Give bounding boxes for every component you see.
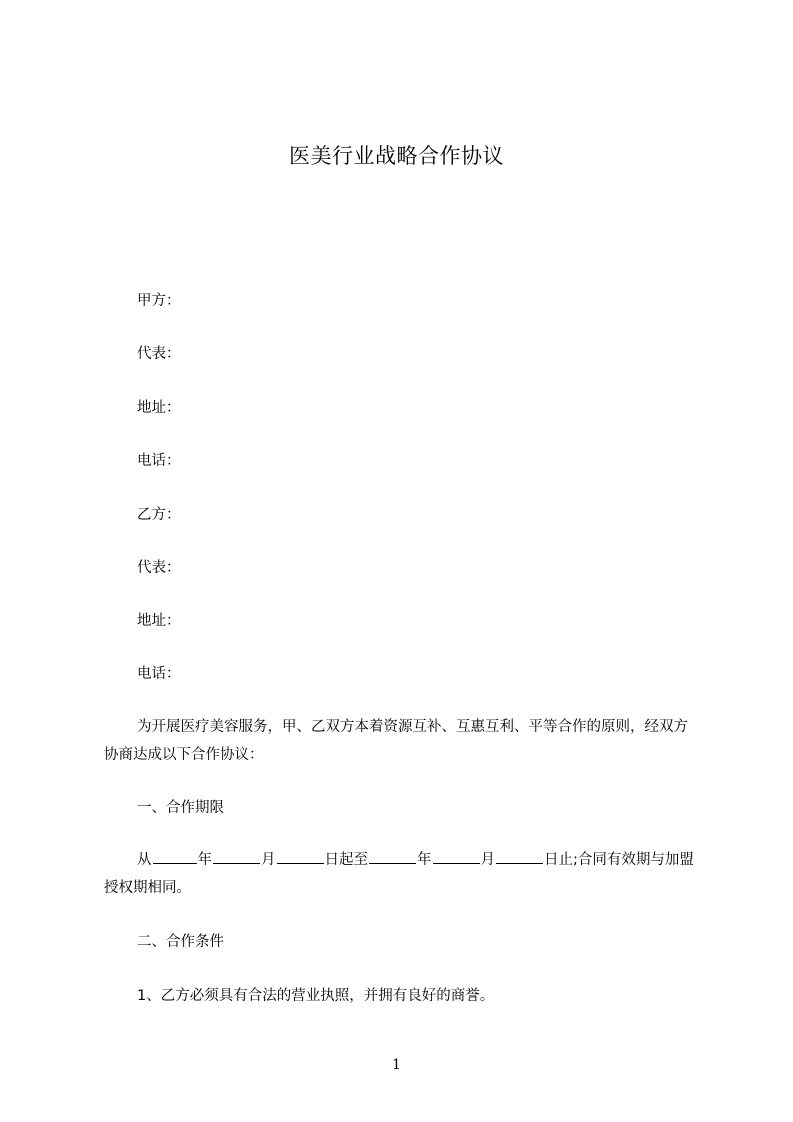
section-2-item-1: 1、乙方必须具有合法的营业执照，并拥有良好的商誉。 bbox=[137, 988, 495, 1004]
page-number: 1 bbox=[392, 1057, 401, 1073]
party-a-phone-label: 电话： bbox=[137, 453, 181, 469]
end-day-blank bbox=[496, 850, 543, 864]
end-month-blank bbox=[433, 850, 480, 864]
section-2-heading: 二、合作条件 bbox=[137, 934, 224, 950]
party-a-label: 甲方： bbox=[137, 293, 181, 309]
section-1-term-paragraph bbox=[104, 846, 700, 902]
party-a-address-label: 地址： bbox=[137, 400, 181, 416]
term-month-1-text: 月 bbox=[261, 852, 276, 868]
term-month-2-text: 月 bbox=[480, 852, 495, 868]
term-day-to-text: 日起至 bbox=[324, 852, 368, 868]
start-day-blank bbox=[277, 850, 324, 864]
document-title: 医美行业战略合作协议 bbox=[289, 144, 504, 168]
end-year-blank bbox=[369, 850, 416, 864]
party-b-phone-label: 电话： bbox=[137, 666, 181, 682]
section-1-heading: 一、合作期限 bbox=[137, 800, 224, 816]
term-year-2-text: 年 bbox=[417, 852, 432, 868]
term-from-text: 从 bbox=[137, 852, 152, 868]
party-b-label: 乙方： bbox=[137, 507, 181, 523]
preamble-paragraph bbox=[104, 713, 700, 769]
party-b-representative-label: 代表： bbox=[137, 560, 181, 576]
start-year-blank bbox=[153, 850, 197, 864]
preamble-text: 为开展医疗美容服务，甲、乙双方本着资源互补、互惠互利、平等合作的原则，经双方协商达成以下合作协议： bbox=[104, 719, 688, 763]
term-year-1-text: 年 bbox=[197, 852, 212, 868]
start-month-blank bbox=[213, 850, 260, 864]
term-tail-text: 日止;合同有效期与加盟授权期相同。 bbox=[104, 852, 694, 896]
party-a-representative-label: 代表： bbox=[137, 346, 181, 362]
party-b-address-label: 地址： bbox=[137, 613, 181, 629]
